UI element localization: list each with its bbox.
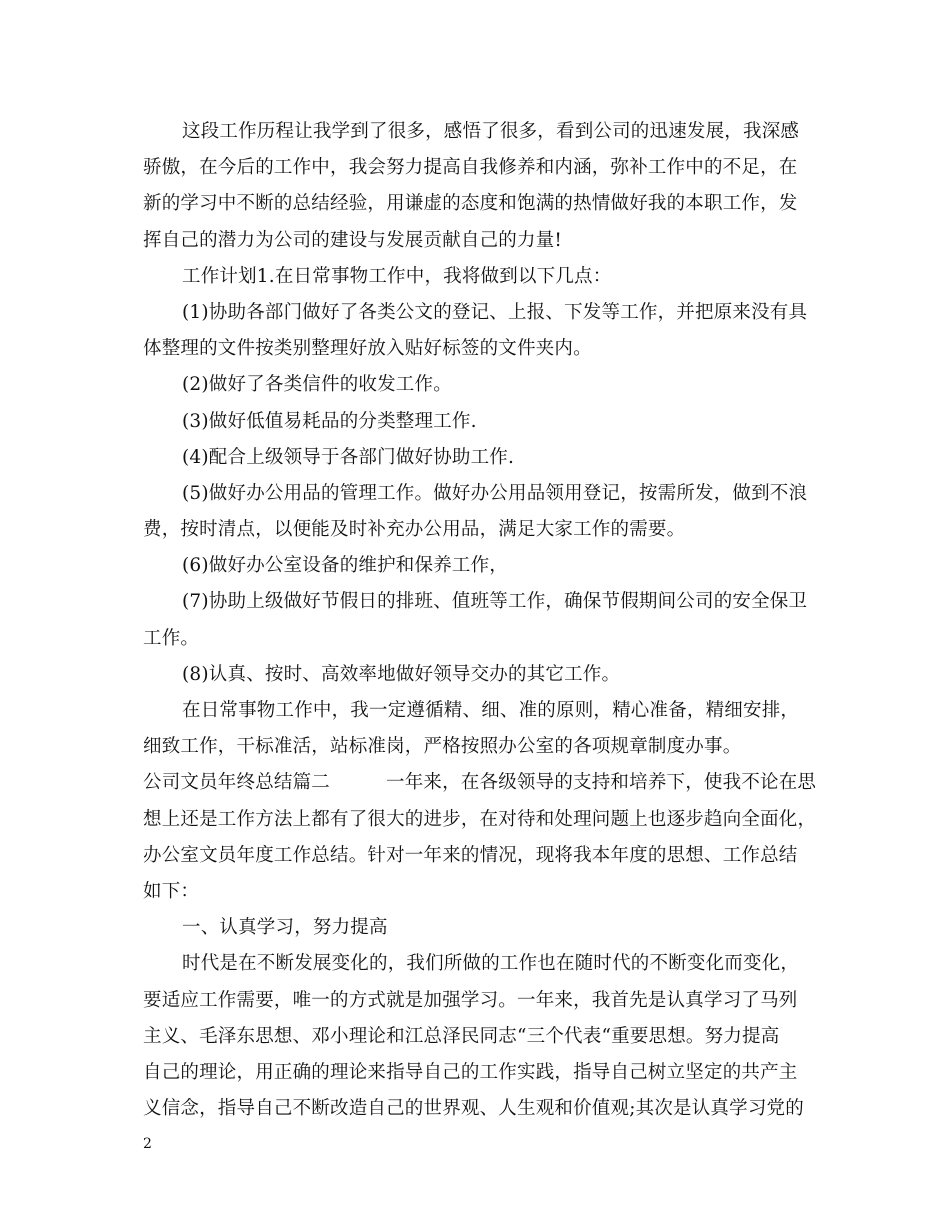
paragraph-line: 费，按时清点，以便能及时补充办公用品，满足大家工作的需要。: [143, 519, 686, 541]
paragraph-line: (3)做好低值易耗品的分类整理工作.: [182, 410, 477, 432]
subheading-line: 一、认真学习，努力提高: [182, 917, 388, 939]
paragraph-line: 工作。: [143, 627, 200, 649]
paragraph-line: 如下：: [143, 880, 200, 902]
paragraph-line: 办公室文员年度工作总结。针对一年来的情况，现将我本年度的思想、工作总结: [143, 844, 798, 866]
section-title: 公司文员年终总结篇二: [143, 772, 331, 794]
paragraph-line: 在日常事物工作中，我一定遵循精、细、准的原则，精心准备，精细安排，: [182, 700, 800, 721]
paragraph-line: (1)协助各部门做好了各类公文的登记、上报、下发等工作，并把原来没有具: [182, 301, 808, 323]
paragraph-line: 工作计划1.在日常事物工作中，我将做到以下几点：: [182, 265, 612, 287]
paragraph-line: (2)做好了各类信件的收发工作。: [182, 374, 452, 396]
paragraph-line: 义信念，指导自己不断改造自己的世界观、人生观和价值观;其次是认真学习党的: [143, 1098, 804, 1120]
paragraph-line: (5)做好办公用品的管理工作。做好办公用品领用登记，按需所发，做到不浪: [182, 482, 808, 504]
paragraph-line: 这段工作历程让我学到了很多，感悟了很多，看到公司的迅速发展，我深感: [182, 121, 800, 142]
document-body: [143, 114, 833, 1127]
paragraph-line: 挥自己的潜力为公司的建设与发展贡献自己的力量!: [143, 229, 563, 251]
section-heading-line: [143, 765, 833, 801]
paragraph-line: (4)配合上级领导于各部门做好协助工作.: [182, 446, 515, 468]
paragraph-line: (6)做好办公室设备的维护和保养工作，: [182, 555, 509, 577]
page-number: 2: [143, 1136, 152, 1152]
paragraph-line: 想上还是工作方法上都有了很大的进步，在对待和处理问题上也逐步趋向全面化，: [143, 808, 817, 830]
paragraph-line: (7)协助上级做好节假日的排班、值班等工作，确保节假期间公司的安全保卫: [182, 591, 808, 613]
paragraph-line: 细致工作，干标准活，站标准岗，严格按照办公室的各项规章制度办事。: [143, 736, 742, 758]
paragraph-line: (8)认真、按时、高效率地做好领导交办的其它工作。: [182, 663, 621, 685]
paragraph-line: 时代是在不断发展变化的，我们所做的工作也在随时代的不断变化而变化，: [182, 953, 800, 975]
paragraph-line: 要适应工作需要，唯一的方式就是加强学习。一年来，我首先是认真学习了马列: [143, 989, 798, 1011]
paragraph-line: 体整理的文件按类别整理好放入贴好标签的文件夹内。: [143, 338, 592, 360]
paragraph-text: 一年来，在各级领导的支持和培养下，使我不论在思: [386, 772, 817, 794]
paragraph-line: 新的学习中不断的总结经验，用谦虚的态度和饱满的热情做好我的本职工作，发: [143, 193, 798, 215]
paragraph-line: 自己的理论，用正确的理论来指导自己的工作实践，指导自己树立坚定的共产主: [143, 1061, 798, 1083]
paragraph-line: 主义、毛泽东思想、邓小理论和江总泽民同志“三个代表“重要思想。努力提高: [143, 1025, 780, 1047]
paragraph-line: 骄傲，在今后的工作中，我会努力提高自我修养和内涵，弥补工作中的不足，在: [143, 157, 798, 179]
